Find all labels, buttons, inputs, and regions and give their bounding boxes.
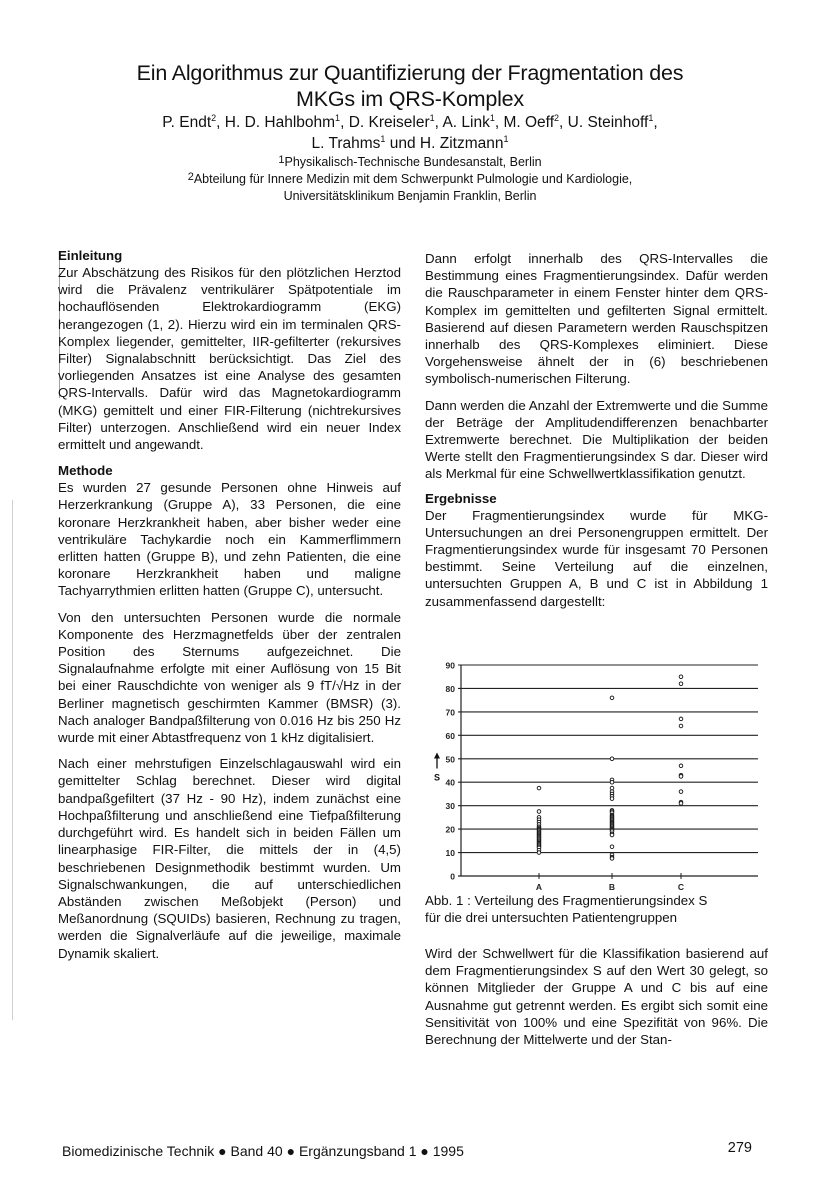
caption-line-2: für die drei untersuchten Patientengruppen (425, 910, 678, 925)
data-point-c (679, 802, 683, 806)
affiliation-marker: 2 (211, 112, 217, 123)
year: 1995 (432, 1143, 464, 1159)
data-point-c (679, 717, 683, 721)
y-tick-label: 70 (445, 707, 455, 718)
title-line-2: MKGs im QRS-Komplex (296, 87, 524, 111)
affiliation-marker: 1 (489, 112, 495, 123)
author: U. Steinhoff (567, 114, 649, 131)
page-number: 279 (727, 1140, 752, 1156)
right-column (425, 250, 768, 619)
data-point-c (679, 790, 683, 794)
scatter-plot (420, 660, 765, 892)
caption-line-1: Abb. 1 : Verteilung des Fragmentierungsindex S (425, 893, 708, 908)
affiliation-marker: 2 (554, 112, 560, 123)
right-column-continued (425, 945, 768, 1057)
y-tick-label: 10 (445, 848, 455, 859)
author: A. Link (442, 114, 490, 131)
y-tick-label: 90 (445, 660, 455, 671)
bullet-separator: ● (286, 1143, 296, 1159)
figure-1-chart (420, 660, 765, 892)
scan-artifact (12, 500, 13, 1020)
supplement: Ergänzungsband 1 (298, 1143, 417, 1159)
data-point-c (679, 775, 683, 779)
data-point-b (610, 833, 614, 837)
paper-title (60, 60, 760, 112)
affiliation-number: 1 (278, 154, 285, 166)
figure-caption (425, 892, 765, 926)
x-tick-label: C (677, 882, 685, 892)
data-point-c (679, 724, 683, 728)
left-column (58, 247, 401, 971)
paragraph: Von den untersuchten Personen wurde die normale Komponente des Herzmagnetfelds über der zentralen Position des Sternums aufgezeichnet. Die Signalaufnahme erfolgte mit einer Auflösung von 15 Bit bei einer Rauschdichte von weniger als 9 fT/√Hz in der Berliner magnetisch geschirmten Kammer (BMSR) (3). Nach analoger Bandpaßfilterung von 0.016 Hz bis 250 Hz wurde mit einer Abtastfrequenz von 1 kHz digitalisiert. (58, 609, 401, 746)
volume: Band 40 (230, 1143, 283, 1159)
author: D. Kreiseler (348, 114, 430, 131)
y-tick-label: 80 (445, 683, 455, 694)
author-list: P. Endt$^2$, H. D. Hahlbohm$^1$, D. Kreiseler$^1$, A. Link$^1$, M. Oeff$^2$, U. Steinhoff$^1$, L. Trahms$^1$ und H. Zitzmann$^1$ (162, 112, 658, 152)
affiliation-marker: 1 (429, 112, 435, 123)
data-point-c (679, 682, 683, 686)
affiliation-marker: 1 (380, 133, 386, 144)
x-tick-label: B (608, 882, 616, 892)
paragraph: Dann werden die Anzahl der Extremwerte und die Summe der Beträge der Amplitudendifferenzen benachbarter Extremwerte berechnet. Die Multiplikation der beiden Werte stellt den Fragmentierungsindex S dar. Dieser wird als Merkmal für eine Schwellwertklassifikation genutzt. (425, 397, 768, 482)
bullet-separator: ● (420, 1143, 429, 1159)
y-tick-label: 0 (450, 871, 455, 882)
affiliation-text: Universitätsklinikum Benjamin Franklin, Berlin (283, 189, 537, 203)
affiliation-2 (60, 171, 760, 205)
author: M. Oeff (503, 114, 555, 131)
bullet-separator: ● (218, 1143, 227, 1159)
data-point-c (679, 675, 683, 679)
affiliation-marker: 1 (648, 112, 654, 123)
data-point-b (610, 786, 614, 790)
affiliation-1 (60, 154, 760, 171)
paragraph: Wird der Schwellwert für die Klassifikation basierend auf dem Fragmentierungsindex S auf den Wert 30 gelegt, so können Mitglieder der Gruppe A und C bis auf eine Ausnahme gut getrennt werden. Es ergibt sich somit eine Sensitivität von 100% und eine Spezifität von 96%. Die Berechnung der Mittelwerte und der Stan- (425, 946, 768, 1048)
affiliation-text: Abteilung für Innere Medizin mit dem Schwerpunkt Pulmologie und Kardiologie, (193, 172, 633, 186)
section-heading-einleitung: Einleitung (58, 248, 123, 263)
affiliation-number: 2 (187, 171, 194, 183)
y-tick-label: 60 (445, 730, 455, 741)
paragraph: Nach einer mehrstufigen Einzelschlagauswahl wird ein gemittelter Schlag berechnet. Dieser wird digital bandpaßgefiltert (37 Hz - 90 Hz), indem zunächst eine Hochpaßfilterung und anschließend eine Tiefpaßfilterung durchgeführt wird. Es handelt sich in beiden Fällen um linearphasige FIR-Filter, die mittels der in (4,5) beschriebenen Designmethodik bestimmt wurden. Um Signalschwankungen, die auf unterschiedlichen Abständen zwischen Meßobjekt (Person) und Meßanordnung (SQUIDs) basieren, Rechnung zu tragen, werden die Signalverläufe auf die jeweilige, maximale Dynamik skaliert. (58, 756, 401, 961)
x-tick-label: A (535, 882, 543, 892)
y-axis-arrow-head (434, 753, 440, 759)
section-heading-methode: Methode (58, 463, 113, 479)
data-point-a (537, 786, 541, 790)
author: L. Trahms (311, 135, 381, 152)
y-axis-label: S (433, 772, 441, 783)
data-point-b (610, 696, 614, 700)
title-line-1: Ein Algorithmus zur Quantifizierung der Fragmentation des (136, 61, 684, 85)
affiliation-marker: 1 (503, 133, 509, 144)
y-tick-label: 30 (445, 801, 455, 812)
paragraph: Der Fragmentierungsindex wurde für MKG-Untersuchungen an drei Personengruppen ermittelt. Der Fragmentierungsindex wurde für insgesamt 70 Personen bestimmt. Seine Verteilung auf die einzelnen, untersuchten Gruppen A, B und C ist in Abbildung 1 zusammenfassend dargestellt: (425, 507, 768, 609)
data-point-b (610, 845, 614, 849)
data-point-b (610, 757, 614, 761)
journal-citation (62, 1143, 464, 1159)
author: H. Zitzmann (419, 135, 504, 152)
affiliation-marker: 1 (335, 112, 341, 123)
title-block (60, 60, 760, 205)
paragraph: Dann erfolgt innerhalb des QRS-Intervalles die Bestimmung eines Fragmentierungsindex. Dafür werden die Rauschparameter in einem Fenster hinter dem QRS-Komplex im gemittelten und gefilterten Signal ermittelt. Basierend auf diesen Parametern werden Rauschspitzen innerhalb des QRS-Komplexes eliminiert. Diese Vorgehensweise ähnelt der in (6) beschriebenen symbolisch-numerischen Filterung. (425, 251, 768, 387)
author: H. D. Hahlbohm (224, 114, 336, 131)
author: P. Endt (162, 114, 212, 131)
y-tick-label: 50 (445, 754, 455, 765)
data-point-b (610, 857, 614, 861)
y-tick-label: 20 (445, 824, 455, 835)
paragraph: Es wurden 27 gesunde Personen ohne Hinweis auf Herzerkrankung (Gruppe A), 33 Personen, die eine koronare Herzkrankheit haben, aber bisher weder eine ventrikuläre Tachykardie noch ein Kammerflimmern erlitten hatten (Gruppe B), und zehn Patienten, die eine koronare Herzkrankheit haben und maligne Tachyarrythmien erlitten hatten (Gruppe C), untersucht. (58, 480, 401, 599)
data-point-c (679, 764, 683, 768)
data-point-b (610, 780, 614, 784)
author-conjunction: und (389, 135, 416, 152)
section-heading-ergebnisse: Ergebnisse (425, 490, 497, 506)
y-tick-label: 40 (445, 777, 455, 788)
paragraph: Zur Abschätzung des Risikos für den plötzlichen Herztod wird die Prävalenz ventrikulärer Spätpotentiale im hochauflösenden Elektrokardiogramm (EKG) herangezogen (1, 2). Hierzu wird ein im terminalen QRS-Komplex liegender, gemittelter, IIR-gefilterter (rekursives Filter) Signalabschnitt berücksichtigt. Das Ziel des vorliegenden Ansatzes ist eine Analyse des gesamten QRS-Intervalls. Dafür wird das Magnetokardiogramm (MKG) gemittelt und einer FIR-Filterung (nichtrekursives Filter) unterzogen. Anschließend wird ein neuer Index ermittelt und angewandt. (58, 265, 401, 453)
data-point-a (537, 851, 541, 855)
data-point-b (610, 797, 614, 801)
journal-name: Biomedizinische Technik (62, 1143, 215, 1159)
data-point-a (537, 810, 541, 814)
affiliation-text: Physikalisch-Technische Bundesanstalt, Berlin (284, 155, 542, 169)
